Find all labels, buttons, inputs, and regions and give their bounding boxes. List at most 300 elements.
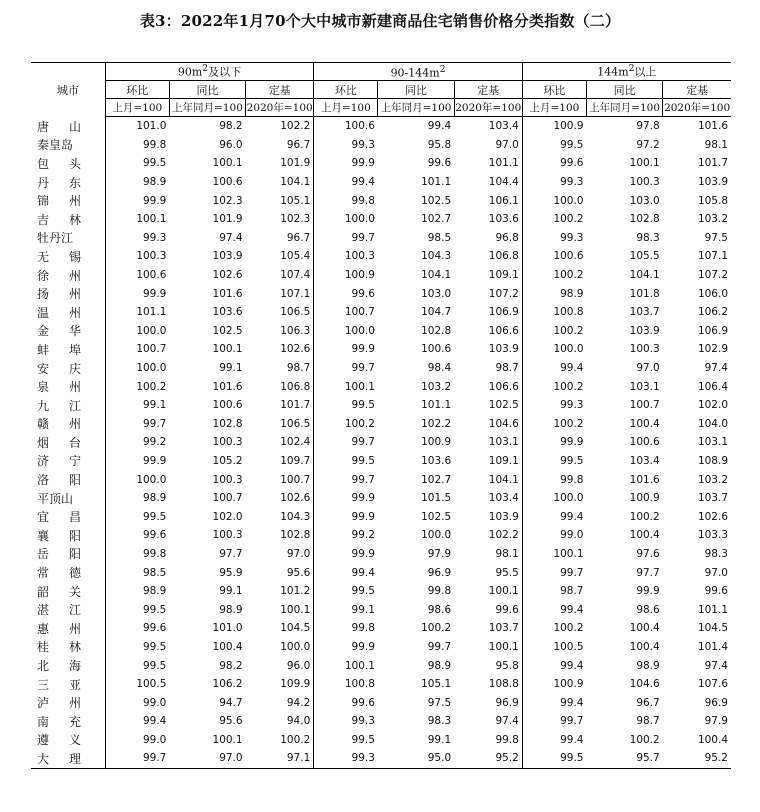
index-value: 103.9 <box>697 176 728 189</box>
index-value: 100.0 <box>136 473 167 486</box>
city-name <box>31 173 105 192</box>
index-value: 99.6 <box>704 585 728 598</box>
index-value: 104.1 <box>421 269 452 282</box>
table-row <box>31 415 731 434</box>
index-value: 98.5 <box>427 231 452 244</box>
index-value: 100.2 <box>553 269 584 282</box>
index-value: 103.7 <box>454 619 522 638</box>
index-value: 106.6 <box>454 377 522 396</box>
index-value: 100.1 <box>344 380 375 393</box>
index-value: 95.2 <box>454 749 522 768</box>
index-value: 102.5 <box>454 396 522 415</box>
index-value: 101.6 <box>697 120 728 133</box>
index-value: 97.0 <box>636 362 660 375</box>
table-row <box>31 600 731 619</box>
table-row <box>31 731 731 750</box>
index-value: 99.6 <box>142 622 167 635</box>
index-value: 99.0 <box>142 733 167 746</box>
index-value: 104.1 <box>629 269 660 282</box>
index-value: 100.3 <box>629 343 660 356</box>
city-name-text: 岳 阳 <box>37 547 81 562</box>
index-value: 99.7 <box>142 417 167 430</box>
city-name-text: 大 理 <box>37 751 81 766</box>
index-value: 99.4 <box>427 120 452 133</box>
city-name-text: 湛 江 <box>37 603 81 618</box>
city-name-text: 吉 林 <box>37 212 81 227</box>
index-value: 101.9 <box>212 213 243 226</box>
table-row <box>31 266 731 285</box>
index-value: 99.2 <box>351 529 375 542</box>
index-value: 99.1 <box>142 399 167 412</box>
index-value: 98.9 <box>219 603 243 616</box>
index-value: 99.4 <box>560 362 584 375</box>
index-value: 96.9 <box>427 566 452 579</box>
index-value: 99.5 <box>560 138 584 151</box>
index-value: 100.2 <box>553 417 584 430</box>
table-row <box>31 526 731 545</box>
index-value: 99.3 <box>560 399 584 412</box>
index-value: 100.7 <box>136 343 167 356</box>
index-value: 102.5 <box>421 194 452 207</box>
index-value: 100.0 <box>553 194 584 207</box>
index-value: 100.1 <box>212 157 243 170</box>
index-value: 104.4 <box>454 173 522 192</box>
index-value: 104.0 <box>697 417 728 430</box>
index-value: 99.7 <box>105 749 169 768</box>
index-value: 99.0 <box>560 529 584 542</box>
table-row <box>31 582 731 601</box>
city-name <box>31 675 105 694</box>
index-value: 99.8 <box>427 585 452 598</box>
city-name <box>31 247 105 266</box>
table-row <box>31 396 731 415</box>
index-value: 100.9 <box>421 436 452 449</box>
city-name-text: 秦皇岛 <box>37 138 74 153</box>
index-value: 104.5 <box>246 619 314 638</box>
table-row <box>31 638 731 657</box>
index-value: 100.0 <box>553 492 584 505</box>
index-value: 95.5 <box>454 563 522 582</box>
base-header-yoy: 上年同月=100 <box>378 99 454 117</box>
index-value: 96.7 <box>246 229 314 248</box>
table-row <box>31 191 731 210</box>
index-value: 99.4 <box>560 696 584 709</box>
index-value: 100.2 <box>629 510 660 523</box>
index-value: 104.6 <box>454 415 522 434</box>
index-value: 102.8 <box>421 324 452 337</box>
index-value: 100.0 <box>136 362 167 375</box>
index-value: 98.1 <box>704 138 728 151</box>
index-value: 104.6 <box>629 678 660 691</box>
index-value: 100.1 <box>454 582 522 601</box>
table-row <box>31 545 731 564</box>
index-value: 98.7 <box>246 359 314 378</box>
index-value: 106.6 <box>454 322 522 341</box>
city-name-text: 安 庆 <box>37 361 81 376</box>
index-value: 102.8 <box>212 417 243 430</box>
index-value: 105.1 <box>421 678 452 691</box>
index-value: 98.2 <box>219 659 243 672</box>
index-value: 97.2 <box>636 138 660 151</box>
metric-header-yoy: 同比 <box>378 81 454 99</box>
index-value: 98.5 <box>142 566 167 579</box>
index-value: 101.2 <box>246 582 314 601</box>
index-value: 99.9 <box>351 510 375 523</box>
index-value: 100.0 <box>246 638 314 657</box>
index-value: 100.5 <box>553 640 584 653</box>
table-row <box>31 656 731 675</box>
table-row <box>31 507 731 526</box>
index-value: 99.9 <box>142 194 167 207</box>
index-value: 102.9 <box>697 343 728 356</box>
index-value: 106.2 <box>212 678 243 691</box>
index-value: 102.6 <box>246 489 314 508</box>
index-value: 99.5 <box>142 640 167 653</box>
index-value: 100.6 <box>212 399 243 412</box>
index-value: 106.0 <box>697 287 728 300</box>
city-name <box>31 489 105 508</box>
table-row <box>31 377 731 396</box>
index-value: 98.9 <box>142 492 167 505</box>
index-value: 99.9 <box>351 640 375 653</box>
index-value: 100.0 <box>344 324 375 337</box>
index-value: 100.4 <box>629 640 660 653</box>
index-value: 106.8 <box>454 247 522 266</box>
index-value: 102.7 <box>421 473 452 486</box>
base-header-mom: 上月=100 <box>314 99 378 117</box>
index-value: 100.9 <box>344 269 375 282</box>
index-value: 96.7 <box>246 136 314 155</box>
index-value: 100.1 <box>454 638 522 657</box>
index-value: 95.9 <box>219 566 243 579</box>
index-value: 108.9 <box>697 454 728 467</box>
index-value: 99.7 <box>560 715 584 728</box>
city-name <box>31 136 105 155</box>
index-value: 100.6 <box>629 436 660 449</box>
index-value: 100.2 <box>344 417 375 430</box>
table-row <box>31 470 731 489</box>
city-name <box>31 563 105 582</box>
city-name-text: 金 华 <box>37 324 81 339</box>
index-value: 105.2 <box>212 454 243 467</box>
city-name-text: 桂 林 <box>37 640 81 655</box>
index-value: 101.5 <box>421 492 452 505</box>
index-value: 104.7 <box>421 306 452 319</box>
index-value: 99.7 <box>351 436 375 449</box>
base-header-mom: 上月=100 <box>105 99 169 117</box>
index-value: 103.0 <box>629 194 660 207</box>
base-header-yoy: 上年同月=100 <box>587 99 663 117</box>
city-name <box>31 545 105 564</box>
city-name-text: 徐 州 <box>37 268 81 283</box>
table-row <box>31 173 731 192</box>
index-value: 104.3 <box>246 507 314 526</box>
group-header-small: $90m^2$及以下 <box>105 63 314 81</box>
city-name <box>31 210 105 229</box>
table-row <box>31 452 731 471</box>
city-name-text: 平顶山 <box>37 491 74 506</box>
index-value: 99.3 <box>351 715 375 728</box>
city-name <box>31 191 105 210</box>
index-value: 95.7 <box>587 749 663 768</box>
index-value: 95.2 <box>663 749 731 768</box>
index-value: 99.9 <box>351 492 375 505</box>
index-value: 98.9 <box>142 585 167 598</box>
index-value: 103.0 <box>421 287 452 300</box>
index-value: 99.7 <box>351 231 375 244</box>
index-value: 100.6 <box>212 176 243 189</box>
index-value: 99.6 <box>142 529 167 542</box>
base-header-yoy: 上年同月=100 <box>169 99 245 117</box>
index-value: 97.9 <box>427 547 452 560</box>
index-value: 102.2 <box>246 117 314 136</box>
index-value: 100.1 <box>212 733 243 746</box>
metric-header-yoy: 同比 <box>587 81 663 99</box>
city-name <box>31 322 105 341</box>
table-row <box>31 489 731 508</box>
index-value: 102.6 <box>246 340 314 359</box>
table-row <box>31 563 731 582</box>
index-value: 102.5 <box>421 510 452 523</box>
index-value: 99.7 <box>427 640 452 653</box>
index-value: 99.4 <box>560 603 584 616</box>
index-value: 98.4 <box>427 362 452 375</box>
table-row <box>31 619 731 638</box>
index-value: 100.3 <box>344 250 375 263</box>
index-value: 100.0 <box>421 529 452 542</box>
city-name-text: 丹 东 <box>37 175 81 190</box>
index-value: 96.9 <box>704 696 728 709</box>
index-value: 98.7 <box>560 585 584 598</box>
index-value: 99.5 <box>351 733 375 746</box>
table-row <box>31 712 731 731</box>
index-value: 98.7 <box>636 715 660 728</box>
index-value: 98.2 <box>219 120 243 133</box>
index-value: 97.4 <box>219 231 243 244</box>
index-value: 99.9 <box>560 436 584 449</box>
index-value: 99.0 <box>142 696 167 709</box>
index-value: 99.1 <box>351 603 375 616</box>
index-value: 106.9 <box>697 324 728 337</box>
index-value: 99.8 <box>142 138 167 151</box>
index-value: 102.2 <box>454 526 522 545</box>
table-row <box>31 284 731 303</box>
metric-header-mom: 环比 <box>314 81 378 99</box>
index-value: 98.9 <box>142 176 167 189</box>
table-body <box>31 117 731 769</box>
index-value: 100.8 <box>553 306 584 319</box>
index-value: 99.5 <box>351 399 375 412</box>
index-value: 108.8 <box>454 675 522 694</box>
index-value: 103.9 <box>454 340 522 359</box>
base-header-fixed: 2020年=100 <box>663 99 731 117</box>
city-name-text: 温 州 <box>37 305 81 320</box>
index-value: 97.8 <box>636 120 660 133</box>
index-value: 107.4 <box>246 266 314 285</box>
city-name <box>31 415 105 434</box>
index-value: 101.1 <box>136 306 167 319</box>
index-value: 103.7 <box>629 306 660 319</box>
index-value: 102.0 <box>697 399 728 412</box>
base-header-mom: 上月=100 <box>522 99 586 117</box>
index-value: 99.3 <box>560 231 584 244</box>
index-value: 103.1 <box>629 380 660 393</box>
index-value: 105.8 <box>697 194 728 207</box>
index-value: 98.1 <box>454 545 522 564</box>
index-value: 99.9 <box>351 547 375 560</box>
table-row <box>31 210 731 229</box>
index-value: 106.3 <box>246 322 314 341</box>
index-value: 99.5 <box>560 454 584 467</box>
index-value: 103.6 <box>421 454 452 467</box>
table-row <box>31 749 731 768</box>
table-row <box>31 247 731 266</box>
index-value: 99.8 <box>142 547 167 560</box>
index-value: 101.6 <box>212 380 243 393</box>
index-value: 100.9 <box>629 492 660 505</box>
index-value: 99.5 <box>142 603 167 616</box>
table-row <box>31 303 731 322</box>
index-value: 102.7 <box>421 213 452 226</box>
index-value: 98.6 <box>636 603 660 616</box>
index-value: 100.3 <box>212 529 243 542</box>
index-value: 100.6 <box>553 250 584 263</box>
city-name <box>31 284 105 303</box>
index-value: 103.9 <box>212 250 243 263</box>
index-value: 99.4 <box>560 510 584 523</box>
index-value: 99.5 <box>142 510 167 523</box>
index-value: 98.3 <box>704 547 728 560</box>
index-value: 109.1 <box>454 452 522 471</box>
city-name <box>31 582 105 601</box>
index-value: 99.4 <box>351 176 375 189</box>
city-name-text: 惠 州 <box>37 621 81 636</box>
index-value: 100.8 <box>344 678 375 691</box>
index-value: 98.6 <box>427 603 452 616</box>
city-name <box>31 731 105 750</box>
index-value: 100.4 <box>697 733 728 746</box>
table-row <box>31 693 731 712</box>
table-row <box>31 136 731 155</box>
city-name-text: 泉 州 <box>37 380 81 395</box>
index-value: 98.9 <box>427 659 452 672</box>
index-value: 99.8 <box>351 622 375 635</box>
index-value: 97.9 <box>704 715 728 728</box>
city-name-text: 烟 台 <box>37 435 81 450</box>
index-value: 107.1 <box>246 284 314 303</box>
index-value: 106.5 <box>246 303 314 322</box>
city-column-header: 城市 <box>31 63 105 117</box>
table-row <box>31 675 731 694</box>
index-value: 102.5 <box>212 324 243 337</box>
index-value: 99.2 <box>142 436 167 449</box>
city-name-text: 济 宁 <box>37 454 81 469</box>
table-row <box>31 322 731 341</box>
index-value: 102.8 <box>629 213 660 226</box>
index-value: 97.5 <box>704 231 728 244</box>
city-name <box>31 266 105 285</box>
index-value: 99.1 <box>427 733 452 746</box>
city-name <box>31 117 105 136</box>
index-value: 100.6 <box>136 269 167 282</box>
index-value: 101.0 <box>136 120 167 133</box>
index-value: 99.7 <box>560 566 584 579</box>
index-value: 94.0 <box>246 712 314 731</box>
index-value: 99.9 <box>142 454 167 467</box>
index-value: 100.7 <box>629 399 660 412</box>
index-value: 100.4 <box>629 529 660 542</box>
index-value: 103.6 <box>212 306 243 319</box>
city-name-text: 北 海 <box>37 659 81 674</box>
index-value: 100.3 <box>136 250 167 263</box>
metric-header-fixed: 定基 <box>663 81 731 99</box>
index-value: 99.3 <box>142 231 167 244</box>
index-value: 99.3 <box>560 176 584 189</box>
city-name-text: 遵 义 <box>37 733 81 748</box>
city-name-text: 蚌 埠 <box>37 342 81 357</box>
index-value: 103.2 <box>697 473 728 486</box>
city-name <box>31 452 105 471</box>
index-value: 98.9 <box>636 659 660 672</box>
index-value: 100.7 <box>246 470 314 489</box>
index-value: 97.0 <box>454 136 522 155</box>
index-value: 97.4 <box>704 362 728 375</box>
index-value: 101.1 <box>421 176 452 189</box>
index-value: 103.7 <box>697 492 728 505</box>
index-value: 99.8 <box>454 731 522 750</box>
index-value: 99.6 <box>351 696 375 709</box>
index-value: 99.8 <box>351 194 375 207</box>
city-name-text: 韶 关 <box>37 584 81 599</box>
index-value: 99.9 <box>351 343 375 356</box>
index-value: 109.1 <box>454 266 522 285</box>
index-value: 100.2 <box>553 213 584 226</box>
index-value: 100.1 <box>629 157 660 170</box>
base-header-fixed: 2020年=100 <box>246 99 314 117</box>
city-name-text: 常 德 <box>37 566 81 581</box>
index-value: 103.3 <box>697 529 728 542</box>
index-value: 100.1 <box>212 343 243 356</box>
group-header-medium: $90-144m^2$ <box>314 63 523 81</box>
index-value: 102.6 <box>212 269 243 282</box>
index-value: 103.2 <box>421 380 452 393</box>
index-value: 103.9 <box>454 507 522 526</box>
index-value: 101.1 <box>454 154 522 173</box>
city-name-text: 宜 昌 <box>37 510 81 525</box>
table-row <box>31 359 731 378</box>
index-value: 109.7 <box>246 452 314 471</box>
index-value: 101.1 <box>697 603 728 616</box>
city-name <box>31 619 105 638</box>
index-value: 102.8 <box>246 526 314 545</box>
city-name <box>31 656 105 675</box>
index-value: 106.8 <box>246 377 314 396</box>
index-value: 107.2 <box>454 284 522 303</box>
table-row <box>31 117 731 136</box>
city-name <box>31 638 105 657</box>
city-name <box>31 526 105 545</box>
index-value: 99.5 <box>351 454 375 467</box>
index-value: 107.2 <box>697 269 728 282</box>
index-value: 107.1 <box>697 250 728 263</box>
index-value: 95.8 <box>454 656 522 675</box>
table-row <box>31 433 731 452</box>
index-value: 107.6 <box>697 678 728 691</box>
index-value: 101.6 <box>212 287 243 300</box>
index-value: 100.0 <box>136 324 167 337</box>
city-name-text: 无 锡 <box>37 249 81 264</box>
city-name-text: 襄 阳 <box>37 528 81 543</box>
